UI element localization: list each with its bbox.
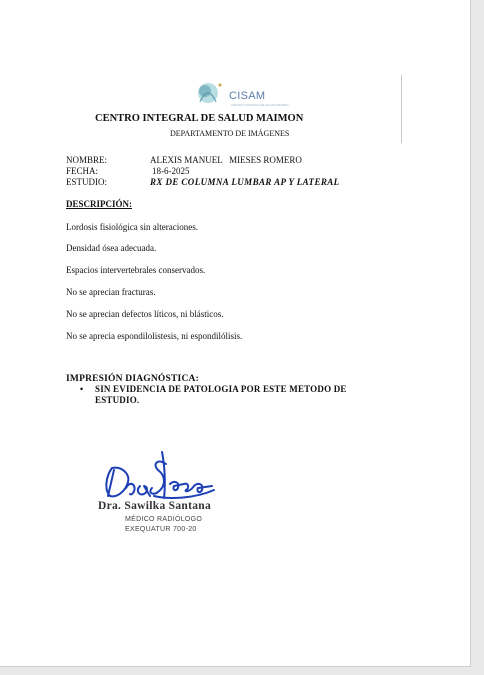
impression-heading: IMPRESIÓN DIAGNÓSTICA: — [66, 374, 199, 384]
date-label: FECHA: — [66, 166, 99, 176]
doctor-exequatur: EXEQUATUR 700-20 — [125, 526, 197, 533]
finding-item: No se aprecian defectos líticos, ni blásticos. — [66, 309, 224, 319]
finding-item: Espacios intervertebrales conservados. — [66, 265, 206, 275]
finding-item: No se aprecia espondilolistesis, ni espondilólisis. — [66, 331, 243, 341]
impression-text: SIN EVIDENCIA DE PATOLOGIA POR ESTE METODO DE ESTUDIO. — [95, 384, 347, 405]
doctor-name: Dra. Sawilka Santana — [98, 500, 212, 512]
margin-guide-line — [401, 75, 402, 143]
department-name: DEPARTAMENTO DE IMÁGENES — [170, 129, 290, 138]
date-value: 18-6-2025 — [152, 166, 190, 176]
finding-item: Densidad ósea adecuada. — [66, 243, 157, 253]
finding-item: No se aprecian fracturas. — [66, 287, 156, 297]
center-name: CENTRO INTEGRAL DE SALUD MAIMON — [95, 113, 304, 124]
name-label: NOMBRE: — [66, 155, 108, 165]
handwritten-signature — [100, 446, 220, 506]
bullet-marker: • — [80, 384, 84, 394]
doctor-title: MÉDICO RADIÓLOGO — [125, 516, 203, 523]
name-value: ALEXIS MANUEL MIESES ROMERO — [150, 155, 302, 165]
study-label: ESTUDIO: — [66, 177, 107, 187]
logo-subtitle: CENTRO INTEGRAL DE SALUD MAIMON — [231, 103, 289, 107]
study-value: RX DE COLUMNA LUMBAR AP Y LATERAL — [150, 177, 340, 187]
logo-text: CISAM — [229, 90, 266, 102]
finding-item: Lordosis fisiológica sin alteraciones. — [66, 222, 198, 232]
description-heading: DESCRIPCIÓN: — [66, 199, 133, 209]
